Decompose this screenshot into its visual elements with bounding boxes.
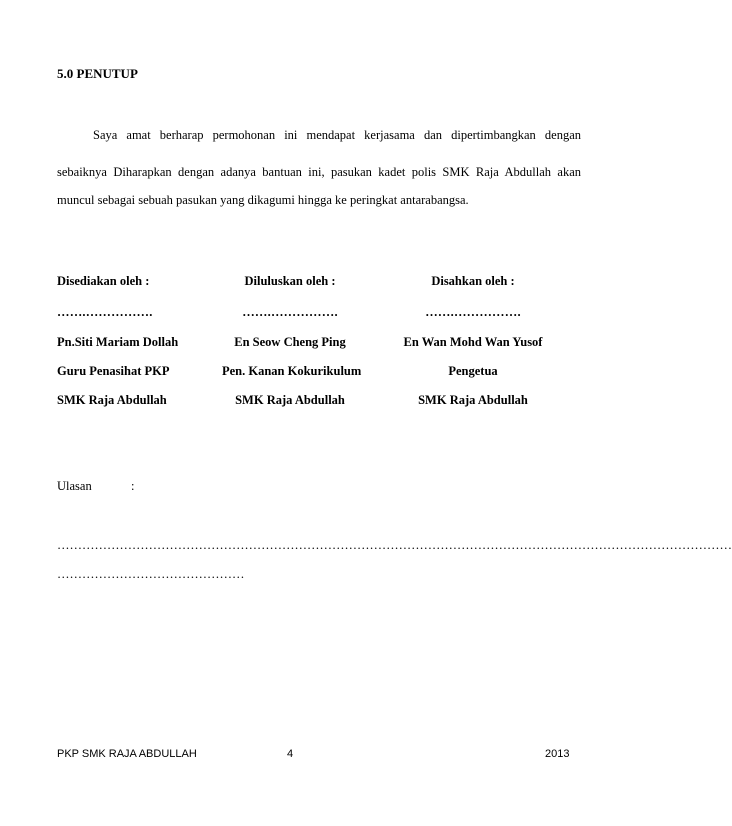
prepared-by-signature-line: …….……………. [57, 305, 153, 319]
paragraph-line-1: Saya amat berharap permohonan ini mendapat kerjasama dan dipertimbangkan dengan [93, 128, 581, 142]
approved-by-school: SMK Raja Abdullah [235, 393, 345, 407]
endorsed-by-label: Disahkan oleh : [431, 274, 515, 288]
prepared-by-label: Disediakan oleh : [57, 274, 150, 288]
approved-by-label: Diluluskan oleh : [244, 274, 336, 288]
footer-title: PKP SMK RAJA ABDULLAH [57, 748, 197, 760]
comments-label: Ulasan [57, 479, 92, 493]
comments-colon: : [131, 479, 135, 493]
endorsed-by-signature-line: …….……………. [425, 305, 521, 319]
comments-dotted-line-2: ……………………………………… [57, 567, 245, 581]
section-heading: 5.0 PENUTUP [57, 66, 138, 81]
footer-year: 2013 [545, 748, 570, 760]
comments-dotted-line-1: ……………………………………………………………………………………………………………………………………………… [57, 538, 732, 552]
approved-by-name: En Seow Cheng Ping [234, 335, 346, 349]
paragraph-line-3: muncul sebagai sebuah pasukan yang dikagumi hingga ke peringkat antarabangsa. [57, 193, 469, 207]
approved-by-signature-line: …….……………. [242, 305, 338, 319]
prepared-by-position: Guru Penasihat PKP [57, 364, 170, 378]
footer-page-number: 4 [287, 748, 294, 760]
approved-by-position: Pen. Kanan Kokurikulum [222, 364, 362, 378]
prepared-by-school: SMK Raja Abdullah [57, 393, 167, 407]
prepared-by-name: Pn.Siti Mariam Dollah [57, 335, 179, 349]
endorsed-by-name: En Wan Mohd Wan Yusof [403, 335, 543, 349]
endorsed-by-school: SMK Raja Abdullah [418, 393, 528, 407]
paragraph-line-2: sebaiknya Diharapkan dengan adanya bantuan ini, pasukan kadet polis SMK Raja Abdullah akan [57, 165, 581, 179]
endorsed-by-position: Pengetua [448, 364, 498, 378]
